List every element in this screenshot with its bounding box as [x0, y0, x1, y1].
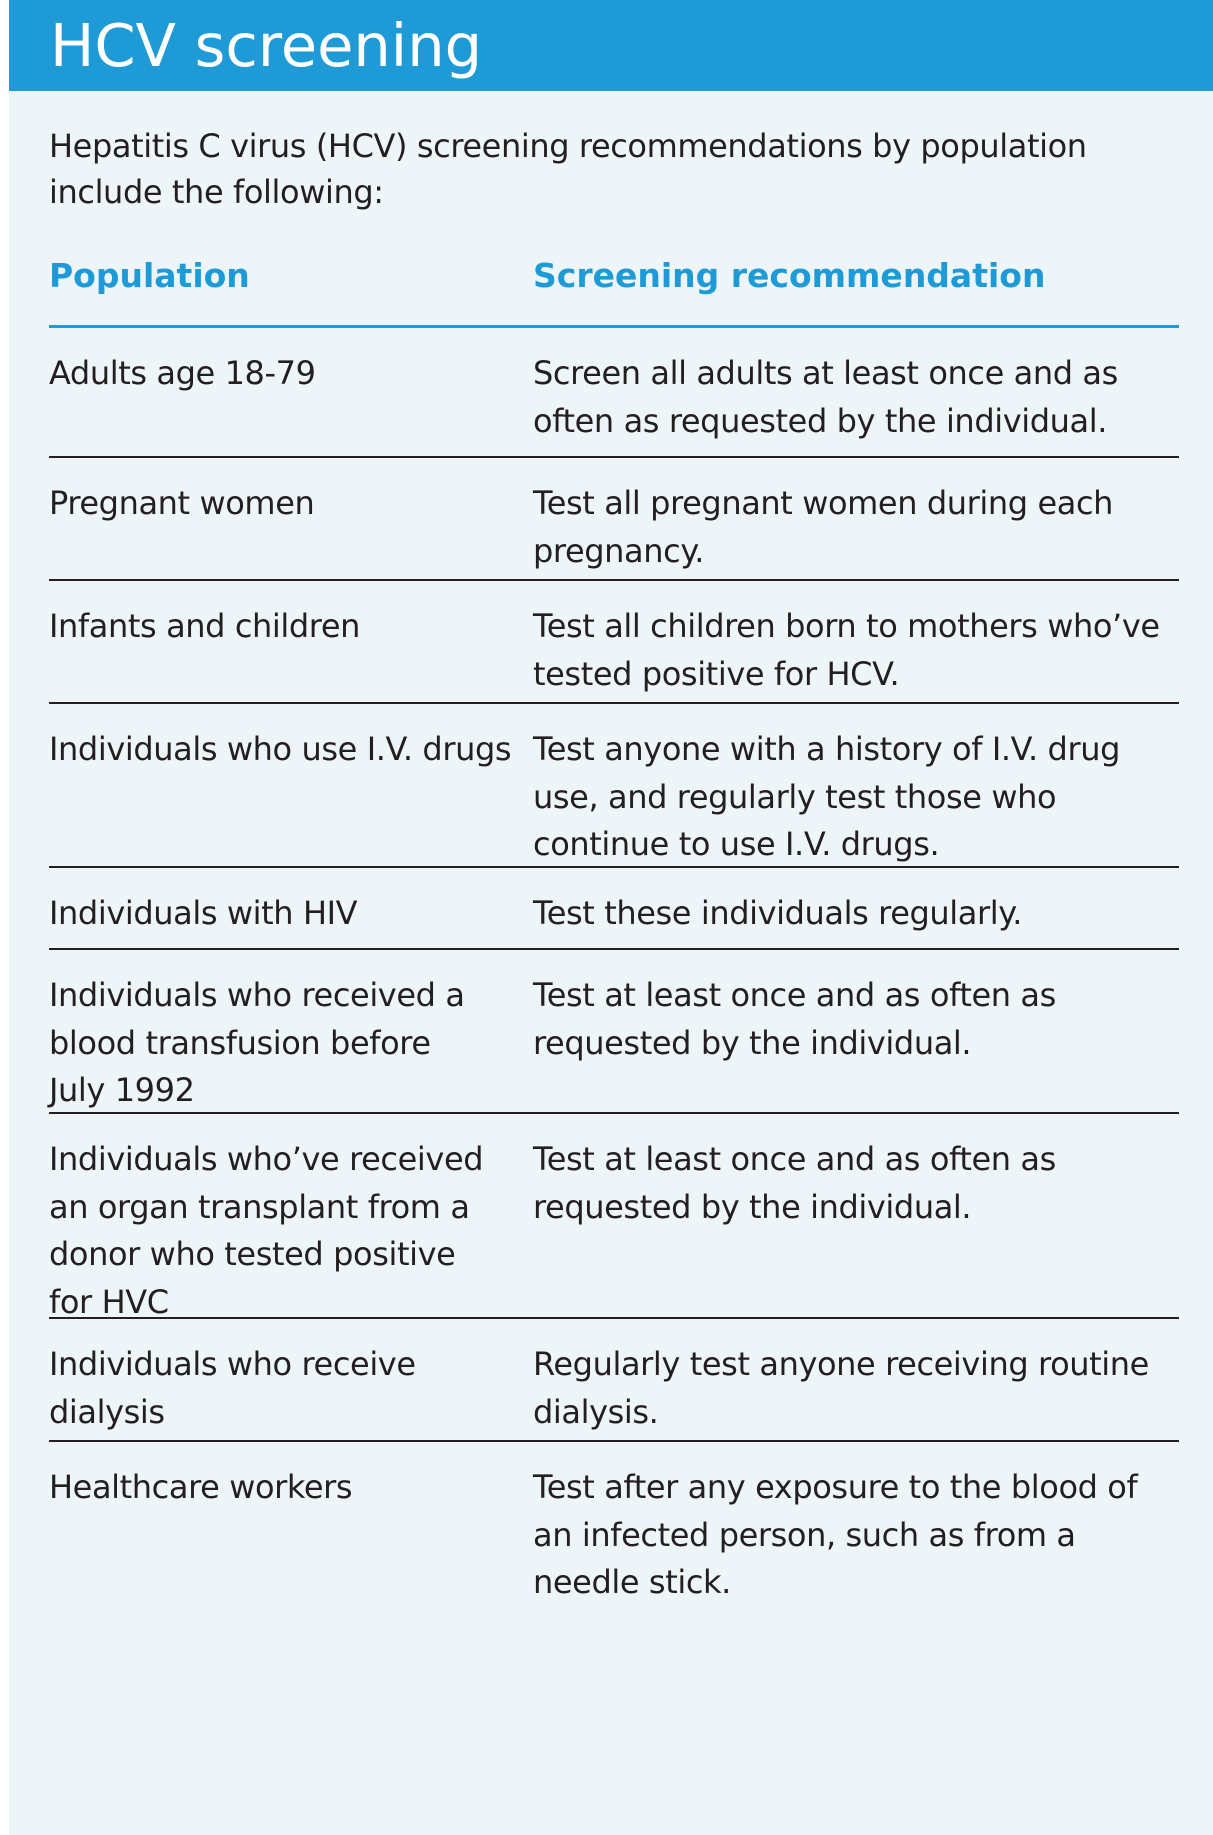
title-bar — [9, 0, 1213, 91]
recommendation-cell: Screen all adults at least once and as often as requested by the individual. — [533, 354, 1118, 440]
intro-text: Hepatitis C virus (HCV) screening recommendations by population include the following: — [49, 127, 1087, 211]
table-row — [49, 458, 1179, 581]
population-cell: Individuals who receive dialysis — [49, 1345, 416, 1431]
recommendation-cell: Test at least once and as often as requested by the individual. — [533, 976, 1056, 1062]
population-cell: Individuals who use I.V. drugs — [49, 730, 512, 768]
table-body — [49, 328, 1179, 1607]
population-cell: Individuals with HIV — [49, 894, 358, 932]
population-cell: Infants and children — [49, 607, 361, 645]
table-header — [49, 253, 1179, 328]
recommendation-cell: Test all children born to mothers who’ve tested positive for HCV. — [533, 607, 1160, 693]
population-cell: Pregnant women — [49, 484, 315, 522]
screening-table — [49, 253, 1179, 1607]
table-row — [49, 581, 1179, 704]
table-row — [49, 1114, 1179, 1319]
table-row — [49, 704, 1179, 868]
table-row — [49, 328, 1179, 458]
column-header-recommendation: Screening recommendation — [533, 256, 1046, 295]
population-cell: Individuals who’ve received an organ transplant from a donor who tested positive for HVC — [49, 1140, 484, 1321]
table-row — [49, 1442, 1179, 1607]
page-title: HCV screening — [50, 11, 483, 80]
recommendation-cell: Test all pregnant women during each pregnancy. — [533, 484, 1114, 570]
recommendation-cell: Test these individuals regularly. — [533, 894, 1023, 932]
population-cell: Healthcare workers — [49, 1468, 353, 1506]
recommendation-cell: Regularly test anyone receiving routine dialysis. — [533, 1345, 1149, 1431]
population-cell: Individuals who received a blood transfusion before July 1992 — [49, 976, 465, 1109]
hcv-screening-card — [9, 0, 1213, 1835]
recommendation-cell: Test anyone with a history of I.V. drug use, and regularly test those who continue to use I.V. drugs. — [533, 730, 1121, 863]
table-row — [49, 1319, 1179, 1442]
table-row — [49, 950, 1179, 1114]
column-header-population: Population — [49, 256, 250, 295]
recommendation-cell: Test at least once and as often as requested by the individual. — [533, 1140, 1056, 1226]
table-row — [49, 868, 1179, 950]
recommendation-cell: Test after any exposure to the blood of an infected person, such as from a needle stick. — [533, 1468, 1138, 1601]
population-cell: Adults age 18-79 — [49, 354, 316, 392]
